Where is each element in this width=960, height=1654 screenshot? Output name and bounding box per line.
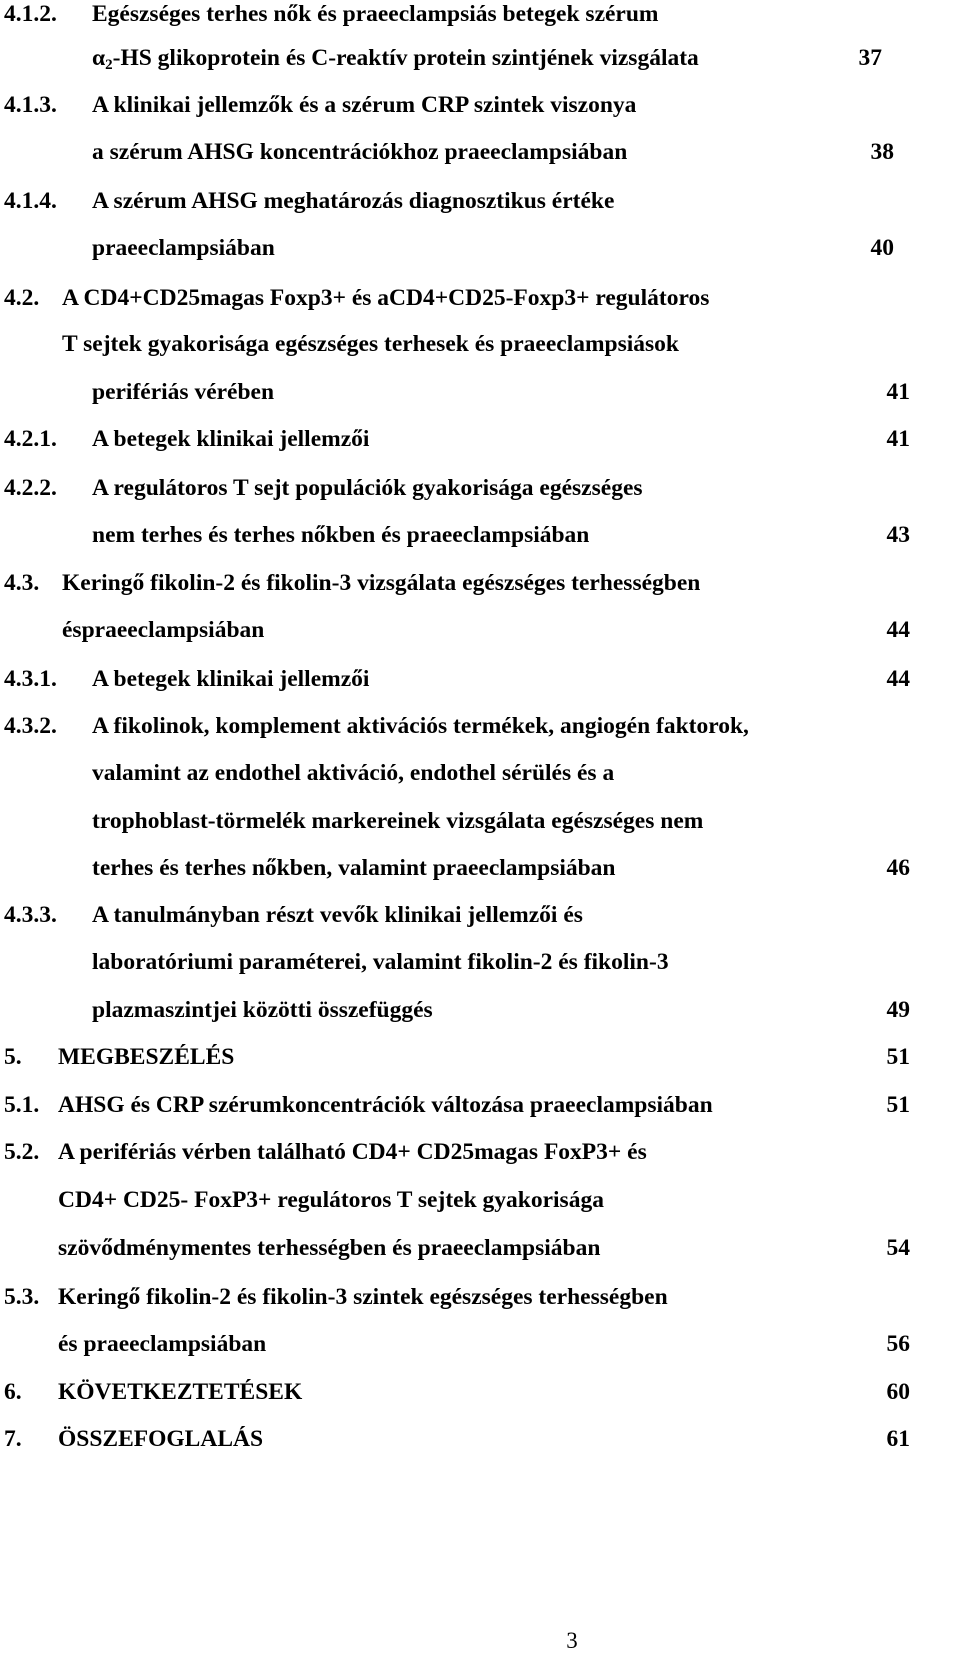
- toc-entry-page: 44: [886, 666, 910, 692]
- toc-entry: [0, 942, 960, 982]
- toc-entry-number: 4.1.2.: [4, 1, 57, 27]
- toc-entry: [0, 1372, 960, 1412]
- toc-entry-number: 5.2.: [4, 1139, 40, 1165]
- toc-entry-title: A perifériás vérben található CD4+ CD25magas FoxP3+ és: [58, 1139, 647, 1165]
- toc-entry-title: A fikolinok, komplement aktivációs termékek, angiogén faktorok,: [92, 713, 749, 739]
- toc-entry-page: 51: [886, 1092, 910, 1118]
- toc-entry-title: MEGBESZÉLÉS: [58, 1044, 235, 1070]
- subscript: 2: [105, 57, 113, 73]
- toc-entry-title-text: -HS glikoprotein és C-reaktív protein szintjének vizsgálata: [112, 45, 699, 71]
- toc-entry-page: 51: [886, 1044, 910, 1070]
- toc-entry: [0, 515, 960, 555]
- toc-entry-number: 4.1.4.: [4, 188, 57, 214]
- toc-entry: [0, 1132, 960, 1172]
- toc-entry: [0, 372, 960, 412]
- toc-entry: [0, 1419, 960, 1459]
- toc-entry-number: 5.1.: [4, 1092, 40, 1118]
- toc-entry-number: 4.3.1.: [4, 666, 57, 692]
- toc-entry-page: 38: [870, 139, 894, 165]
- toc-entry-title: A tanulmányban részt vevők klinikai jellemzői és: [92, 902, 583, 928]
- toc-entry: [0, 1324, 960, 1364]
- toc-entry-number: 4.2.1.: [4, 426, 57, 452]
- page-number-footer: [0, 1628, 960, 1654]
- toc-entry-title: szövődménymentes terhességben és praeeclampsiában: [58, 1235, 601, 1261]
- toc-entry: [0, 1277, 960, 1317]
- toc-entry-number: 4.3.: [4, 570, 40, 596]
- toc-entry-page: 40: [870, 235, 894, 261]
- alpha-symbol: α: [92, 45, 106, 71]
- toc-entry-title: A betegek klinikai jellemzői: [92, 666, 370, 692]
- toc-entry-title: KÖVETKEZTETÉSEK: [58, 1379, 303, 1405]
- toc-entry-page: 60: [886, 1379, 910, 1405]
- toc-entry-title: trophoblast-törmelék markereinek vizsgálata egészséges nem: [92, 808, 704, 834]
- toc-entry-title: laboratóriumi paraméterei, valamint fikolin-2 és fikolin-3: [92, 949, 669, 975]
- toc-entry: [0, 0, 960, 34]
- toc-entry-title: valamint az endothel aktiváció, endothel sérülés és a: [92, 760, 615, 786]
- toc-entry-title: [92, 38, 699, 78]
- toc-entry-number: 7.: [4, 1426, 22, 1452]
- toc-entry: [0, 706, 960, 746]
- toc-entry-title: perifériás vérében: [92, 379, 275, 405]
- toc-entry-page: 61: [886, 1426, 910, 1452]
- toc-entry-page: 49: [886, 997, 910, 1023]
- toc-entry: [0, 610, 960, 650]
- toc-entry-title: Egészséges terhes nők és praeeclampsiás betegek szérum: [92, 1, 659, 27]
- toc-entry-title: praeeclampsiában: [92, 235, 275, 261]
- toc-entry-number: 4.2.2.: [4, 475, 57, 501]
- toc-entry-title: terhes és terhes nőkben, valamint praeeclampsiában: [92, 855, 616, 881]
- toc-entry: [0, 1037, 960, 1077]
- toc-entry-title: nem terhes és terhes nőkben és praeeclampsiában: [92, 522, 590, 548]
- toc-entry-number: 6.: [4, 1379, 22, 1405]
- toc-entry: [0, 1228, 960, 1268]
- toc-entry-page: 41: [886, 379, 910, 405]
- toc-entry: [0, 895, 960, 935]
- toc-entry-number: 5.: [4, 1044, 22, 1070]
- toc-entry-title: A betegek klinikai jellemzői: [92, 426, 370, 452]
- toc-entry-page: 43: [886, 522, 910, 548]
- toc-entry: [0, 278, 960, 318]
- toc-entry: [0, 181, 960, 221]
- toc-entry-title: Keringő fikolin-2 és fikolin-3 vizsgálata egészséges terhességben: [62, 570, 701, 596]
- toc-entry-number: 4.3.2.: [4, 713, 57, 739]
- toc-entry-number: 4.3.3.: [4, 902, 57, 928]
- page-number: 3: [566, 1628, 578, 1653]
- toc-entry: [0, 38, 960, 78]
- toc-entry: [0, 753, 960, 793]
- toc-entry-title: éspraeeclampsiában: [62, 617, 265, 643]
- toc-entry: [0, 1085, 960, 1125]
- toc-entry-page: 46: [886, 855, 910, 881]
- toc-entry-title: a szérum AHSG koncentrációkhoz praeeclampsiában: [92, 139, 628, 165]
- toc-entry-title: Keringő fikolin-2 és fikolin-3 szintek egészséges terhességben: [58, 1284, 668, 1310]
- toc-entry-title: A szérum AHSG meghatározás diagnosztikus értéke: [92, 188, 615, 214]
- toc-entry: [0, 324, 960, 364]
- toc-entry-title: AHSG és CRP szérumkoncentrációk változása praeeclampsiában: [58, 1092, 713, 1118]
- toc-entry-title: plazmaszintjei közötti összefüggés: [92, 997, 433, 1023]
- toc-entry: [0, 659, 960, 699]
- toc-entry: [0, 848, 960, 888]
- toc-entry: [0, 990, 960, 1030]
- toc-entry: [0, 801, 960, 841]
- toc-entry-title: és praeeclampsiában: [58, 1331, 267, 1357]
- toc-entry-page: 56: [886, 1331, 910, 1357]
- toc-entry: [0, 563, 960, 603]
- toc-entry: [0, 468, 960, 508]
- toc-entry-number: 4.1.3.: [4, 92, 57, 118]
- toc-entry-title: A regulátoros T sejt populációk gyakorisága egészséges: [92, 475, 643, 501]
- toc-entry-title: CD4+ CD25- FoxP3+ regulátoros T sejtek gyakorisága: [58, 1187, 604, 1213]
- toc-entry-number: 5.3.: [4, 1284, 40, 1310]
- toc-entry-page: 54: [886, 1235, 910, 1261]
- toc-entry-page: 37: [858, 45, 882, 71]
- toc-entry-title: A klinikai jellemzők és a szérum CRP szintek viszonya: [92, 92, 637, 118]
- toc-entry-page: 44: [886, 617, 910, 643]
- toc-entry-title: ÖSSZEFOGLALÁS: [58, 1426, 264, 1452]
- toc-entry: [0, 228, 960, 268]
- toc-entry-title: T sejtek gyakorisága egészséges terhesek és praeeclampsiások: [62, 331, 680, 357]
- toc-entry: [0, 419, 960, 459]
- toc-entry: [0, 132, 960, 172]
- toc-entry-number: 4.2.: [4, 285, 40, 311]
- toc-entry: [0, 1180, 960, 1220]
- toc-entry-title: A CD4+CD25magas Foxp3+ és aCD4+CD25-Foxp3+ regulátoros: [62, 285, 710, 311]
- toc-entry: [0, 85, 960, 125]
- toc-entry-page: 41: [886, 426, 910, 452]
